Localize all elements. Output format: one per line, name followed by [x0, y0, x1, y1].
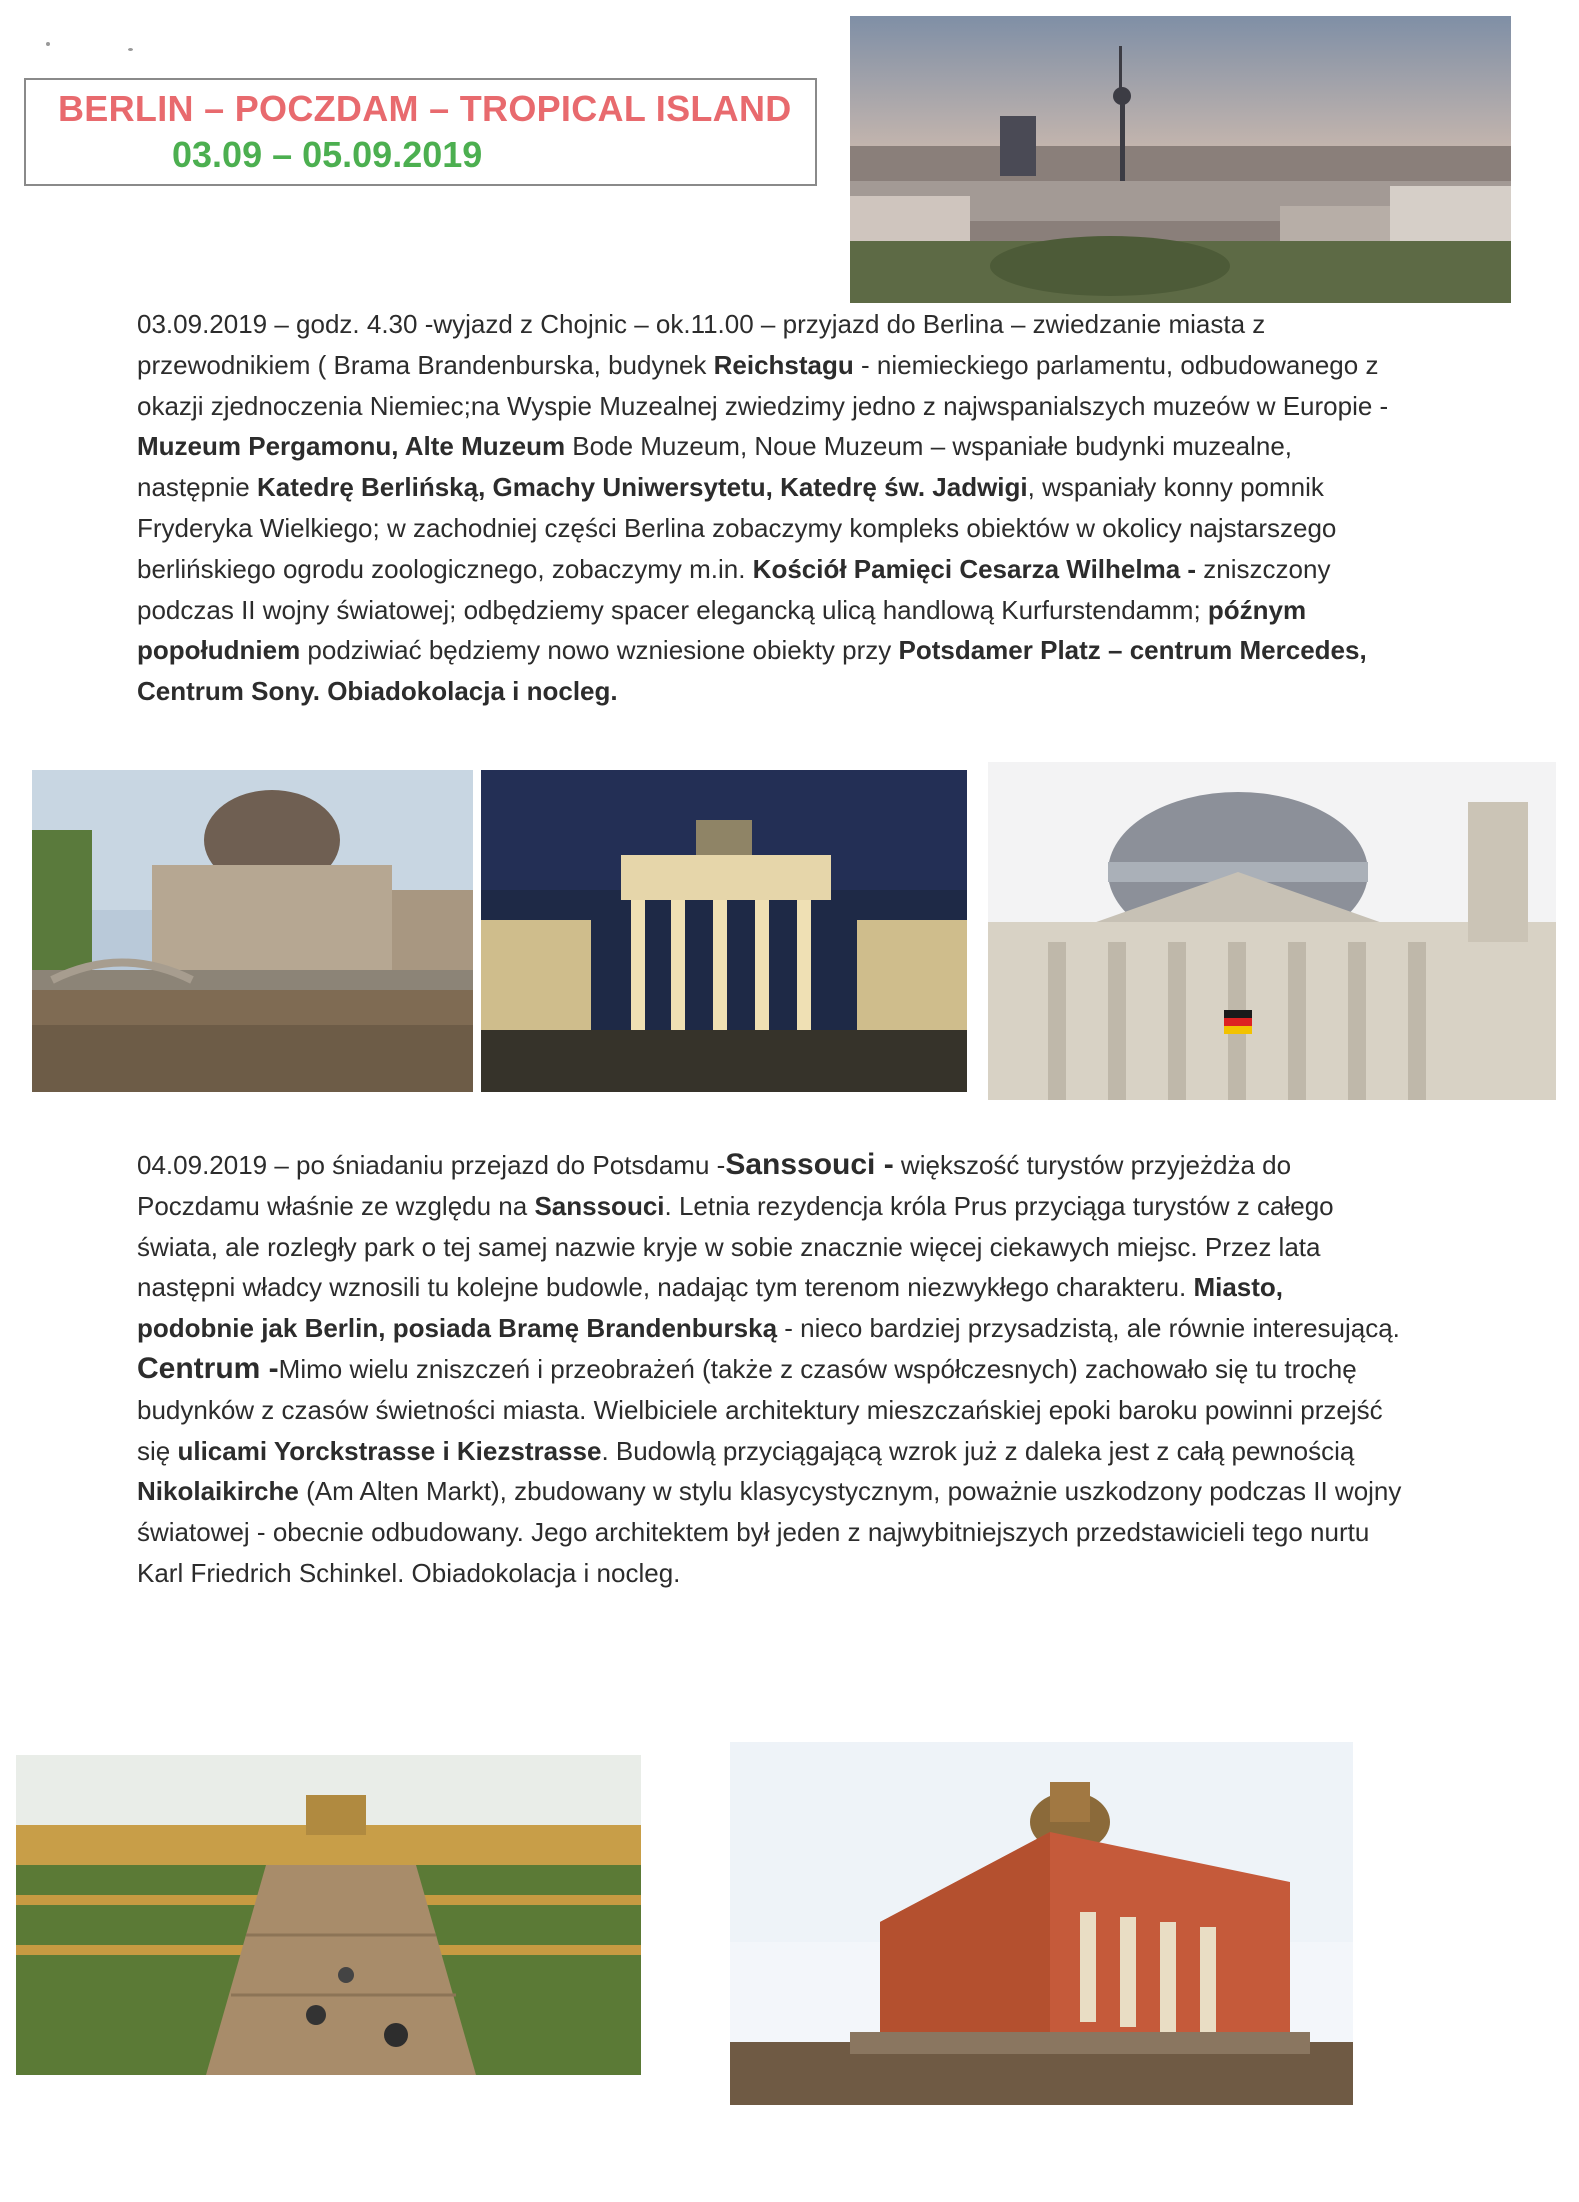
- bold-text: Potsdamer Platz – centrum Mercedes, Centrum Sony. Obiadokolacja i nocleg.: [137, 635, 1367, 707]
- trip-title: BERLIN – POCZDAM – TROPICAL ISLAND: [58, 88, 792, 129]
- bold-text: Sanssouci: [534, 1190, 665, 1221]
- bold-text: Nikolaikirche: [137, 1476, 299, 1507]
- day2-description: 04.09.2019 – po śniadaniu przejazd do Potsdamu -Sanssouci - większość turystów przyjeżdża do Poczdamu właśnie ze względu na Sanssouci. Letnia rezydencja króla Prus przyciąga turystów z całego świata, ale rozległy park o tej samej nazwie kryje w sobie znacznie więcej ciekawych miejsc. Przez lata następni władcy wznosili tu kolejne budowle, nadając tym terenom niezwykłego charakteru. Miasto, podobnie jak Berlin, posiada Bramę Brandenburską - nieco bardziej przysadzistą, ale równie interesującą. Centrum -Mimo wielu zniszczeń i przeobrażeń (także z czasów współczesnych) zachowało się tu trochę budynków z czasów świetności miasta. Wielbiciele architektury mieszczańskiej epoki baroku powinni przejść się ulicami Yorckstrasse i Kiezstrasse. Budowlą przyciągającą wzrok już z daleka jest z całą pewnością Nikolaikirche (Am Alten Markt), zbudowany w stylu klasycystycznym, poważnie uszkodzony podczas II wojny światowej - obecnie odbudowany. Jego architektem był jeden z najwybitniejszych przedstawicieli tego nurtu Karl Friedrich Schinkel. Obiadokolacja i nocleg.: [137, 1148, 1402, 1588]
- scan-speck: [128, 48, 133, 51]
- title-box: [24, 78, 817, 186]
- sanssouci-terraces-photo: [16, 1755, 641, 2075]
- reichstag-photo: [988, 762, 1556, 1100]
- berlin-skyline-photo: [850, 16, 1511, 303]
- bold-text: Katedrę Berlińską, Gmachy Uniwersytetu, Katedrę św. Jadwigi: [256, 472, 1028, 503]
- bold-text: Sanssouci -: [725, 1148, 894, 1181]
- day1-description: 03.09.2019 – godz. 4.30 -wyjazd z Chojnic – ok.11.00 – przyjazd do Berlina – zwiedzanie miasta z przewodnikiem ( Brama Brandenburska, budynek Reichstagu - niemieckiego parlamentu, odbudowanego z okazji zjednoczenia Niemiec;na Wyspie Muzealnej zwiedzimy jedno z najwspanialszych muzeów w Europie - Muzeum Pergamonu, Alte Muzeum Bode Muzeum, Noue Muzeum – wspaniałe budynki muzealne, następnie Katedrę Berlińską, Gmachy Uniwersytetu, Katedrę św. Jadwigi, wspaniały konny pomnik Fryderyka Wielkiego; w zachodniej części Berlina zobaczymy kompleks obiektów w okolicy najstarszego berlińskiego ogrodu zoologicznego, zobaczymy m.in. Kościół Pamięci Cesarza Wilhelma - zniszczony podczas II wojny światowej; odbędziemy spacer elegancką ulicą handlową Kurfurstendamm; późnym popołudniem podziwiać będziemy nowo wzniesione obiekty przy Potsdamer Platz – centrum Mercedes, Centrum Sony. Obiadokolacja i nocleg.: [137, 309, 1389, 707]
- bold-text: późnym popołudniem: [137, 594, 1307, 666]
- new-palace-potsdam-photo: [730, 1742, 1353, 2105]
- scan-speck: [46, 42, 50, 46]
- bold-text: Miasto, podobnie jak Berlin, posiada Bramę Brandenburską: [137, 1272, 1284, 1344]
- brandenburg-gate-photo: [481, 770, 967, 1092]
- bold-text: Reichstagu: [713, 349, 854, 380]
- bold-text: Centrum -: [137, 1351, 279, 1385]
- bold-text: ulicami Yorckstrasse i Kiezstrasse: [177, 1435, 602, 1466]
- bold-text: Muzeum Pergamonu, Alte Muzeum: [137, 431, 566, 462]
- bold-text: Kościół Pamięci Cesarza Wilhelma -: [752, 553, 1197, 584]
- trip-dates: 03.09 – 05.09.2019: [172, 134, 483, 175]
- bode-museum-photo: [32, 770, 473, 1092]
